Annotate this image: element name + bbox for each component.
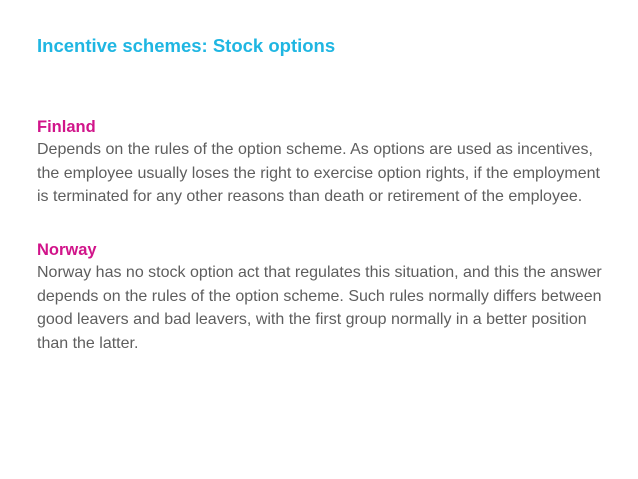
slide-title: Incentive schemes: Stock options — [37, 35, 336, 56]
section-body-finland: Depends on the rules of the option scheme. As options are used as incentives, the employee usually loses the right to exercise option rights, if the employment is terminated for any other reasons than death or retirement of the employee. — [37, 141, 600, 205]
section-finland — [37, 117, 607, 209]
section-heading-norway: Norway — [37, 241, 97, 259]
section-heading-finland: Finland — [37, 118, 96, 136]
section-norway — [37, 240, 607, 355]
section-body-norway: Norway has no stock option act that regulates this situation, and this the answer depends on the rules of the option scheme. Such rules normally differs between good leavers and bad leavers, with the first group normally in a better position than the latter. — [37, 264, 602, 352]
